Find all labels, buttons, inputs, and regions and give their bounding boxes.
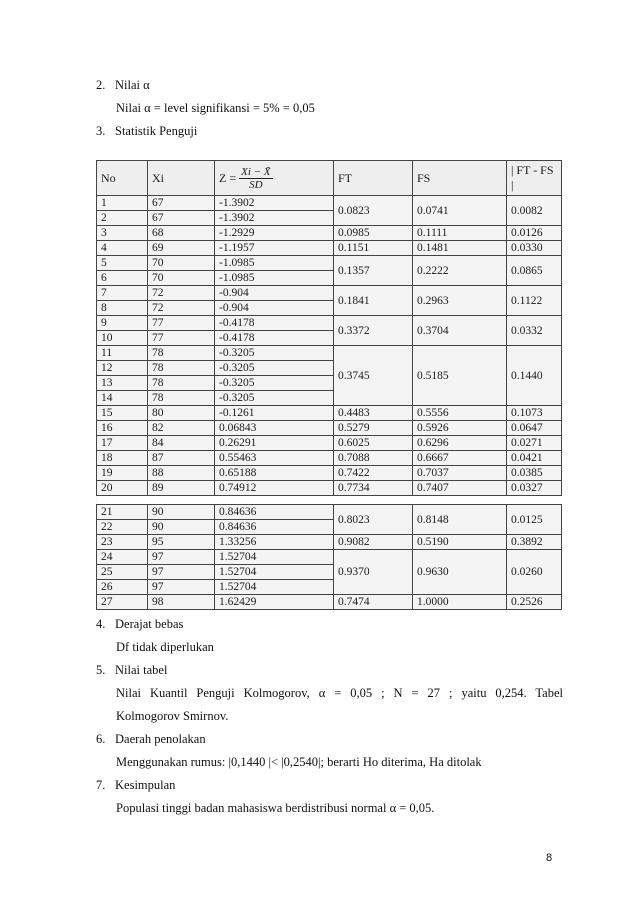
cell-xi: 70 [148,256,215,271]
table-row [97,451,562,466]
table-row [97,196,562,211]
cell-z: -1.2929 [215,226,334,241]
cell-z: 0.84636 [215,520,334,535]
cell-z: -0.3205 [215,391,334,406]
cell-z: -1.0985 [215,256,334,271]
table-header-row [97,161,562,196]
cell-xi: 97 [148,580,215,595]
cell-ft: 0.0985 [334,226,413,241]
header-z-label: Z = [219,170,237,185]
header-diff: | FT - FS | [507,161,562,196]
item-detail: Df tidak diperlukan [116,640,214,654]
cell-xi: 77 [148,316,215,331]
cell-z: 1.33256 [215,535,334,550]
cell-no: 22 [97,520,148,535]
cell-diff: 0.0330 [507,241,562,256]
cell-diff: 0.1440 [507,346,562,406]
cell-xi: 67 [148,211,215,226]
cell-no: 10 [97,331,148,346]
item-heading: Nilai α [115,78,150,92]
cell-ft: 0.4483 [334,406,413,421]
cell-diff: 0.0332 [507,316,562,346]
cell-xi: 87 [148,451,215,466]
table-row [97,481,562,496]
cell-fs: 0.6296 [413,436,507,451]
cell-fs: 0.2963 [413,286,507,316]
cell-no: 7 [97,286,148,301]
cell-z: 1.62429 [215,595,334,610]
cell-fs: 0.3704 [413,316,507,346]
cell-z: -0.904 [215,286,334,301]
kolmogorov-table [96,160,562,610]
cell-xi: 77 [148,331,215,346]
cell-no: 14 [97,391,148,406]
cell-no: 4 [97,241,148,256]
cell-z: -0.3205 [215,346,334,361]
cell-xi: 84 [148,436,215,451]
cell-diff: 0.0421 [507,451,562,466]
cell-diff: 0.0385 [507,466,562,481]
cell-xi: 78 [148,391,215,406]
table-row [97,346,562,361]
cell-z: -0.1261 [215,406,334,421]
item-heading: Nilai tabel [115,663,168,677]
cell-diff: 0.0260 [507,550,562,595]
cell-diff: 0.0865 [507,256,562,286]
cell-diff: 0.0271 [507,436,562,451]
header-z-denominator: SD [249,178,263,191]
table-row [97,256,562,271]
cell-diff: 0.0082 [507,196,562,226]
table-page-break [97,496,562,505]
item-detail: Populasi tinggi badan mahasiswa berdistribusi normal α = 0,05. [116,801,435,815]
cell-z: -1.3902 [215,196,334,211]
cell-z: 0.74912 [215,481,334,496]
cell-diff: 0.1122 [507,286,562,316]
cell-fs: 0.5190 [413,535,507,550]
cell-no: 17 [97,436,148,451]
cell-xi: 67 [148,196,215,211]
cell-diff: 0.0327 [507,481,562,496]
item-detail-line1: Nilai Kuantil Penguji Kolmogorov, α = 0,05 ; N = 27 ; yaitu 0,254. Tabel [116,686,563,700]
table-row [97,421,562,436]
item-detail: Nilai α = level signifikansi = 5% = 0,05 [116,101,315,115]
cell-ft: 0.1357 [334,256,413,286]
cell-fs: 0.7037 [413,466,507,481]
header-no: No [97,161,148,196]
cell-ft: 0.0823 [334,196,413,226]
cell-ft: 0.1841 [334,286,413,316]
cell-ft: 0.1151 [334,241,413,256]
table-row [97,316,562,331]
cell-z: -1.1957 [215,241,334,256]
cell-z: 0.06843 [215,421,334,436]
cell-xi: 72 [148,286,215,301]
cell-xi: 78 [148,361,215,376]
cell-no: 27 [97,595,148,610]
cell-xi: 80 [148,406,215,421]
table-row [97,595,562,610]
cell-no: 13 [97,376,148,391]
table-row [97,436,562,451]
cell-diff: 0.0647 [507,421,562,436]
item-number: 7. [96,778,106,792]
kolmogorov-table-image [96,160,562,610]
item-number: 6. [96,732,106,746]
item-number: 2. [96,78,106,92]
cell-xi: 88 [148,466,215,481]
cell-xi: 97 [148,565,215,580]
cell-fs: 0.1481 [413,241,507,256]
cell-no: 26 [97,580,148,595]
header-fs: FS [413,161,507,196]
item-detail: Menggunakan rumus: |0,1440 |< |0,2540|; berarti Ho diterima, Ha ditolak [116,755,482,769]
cell-z: -0.3205 [215,361,334,376]
cell-no: 9 [97,316,148,331]
cell-fs: 0.2222 [413,256,507,286]
cell-z: 0.26291 [215,436,334,451]
cell-no: 20 [97,481,148,496]
cell-ft: 0.7474 [334,595,413,610]
cell-diff: 0.1073 [507,406,562,421]
cell-ft: 0.3745 [334,346,413,406]
cell-xi: 78 [148,376,215,391]
cell-no: 8 [97,301,148,316]
item-heading: Kesimpulan [115,778,176,792]
item-heading: Statistik Penguji [115,124,198,138]
cell-no: 15 [97,406,148,421]
cell-no: 19 [97,466,148,481]
cell-ft: 0.8023 [334,505,413,535]
cell-fs: 0.0741 [413,196,507,226]
cell-fs: 0.8148 [413,505,507,535]
cell-diff: 0.2526 [507,595,562,610]
cell-xi: 90 [148,505,215,520]
cell-fs: 0.7407 [413,481,507,496]
table-row [97,241,562,256]
cell-z: 0.84636 [215,505,334,520]
cell-z: -0.4178 [215,331,334,346]
item-heading: Derajat bebas [115,617,184,631]
item-detail-line2: Kolmogorov Smirnov. [116,709,229,723]
item-heading: Daerah penolakan [115,732,206,746]
cell-ft: 0.6025 [334,436,413,451]
cell-diff: 0.3892 [507,535,562,550]
cell-xi: 69 [148,241,215,256]
cell-no: 12 [97,361,148,376]
cell-z: 1.52704 [215,580,334,595]
cell-no: 1 [97,196,148,211]
item-number: 4. [96,617,106,631]
item-number: 5. [96,663,106,677]
cell-ft: 0.9082 [334,535,413,550]
cell-fs: 1.0000 [413,595,507,610]
cell-fs: 0.5185 [413,346,507,406]
cell-z: -1.0985 [215,271,334,286]
table-row [97,286,562,301]
cell-xi: 82 [148,421,215,436]
cell-xi: 97 [148,550,215,565]
cell-diff: 0.0125 [507,505,562,535]
cell-xi: 95 [148,535,215,550]
cell-z: 1.52704 [215,565,334,580]
cell-no: 11 [97,346,148,361]
cell-xi: 70 [148,271,215,286]
header-ft: FT [334,161,413,196]
cell-diff: 0.0126 [507,226,562,241]
cell-ft: 0.3372 [334,316,413,346]
cell-z: 1.52704 [215,550,334,565]
cell-no: 21 [97,505,148,520]
cell-ft: 0.5279 [334,421,413,436]
header-xi: Xi [148,161,215,196]
cell-no: 16 [97,421,148,436]
cell-z: -1.3902 [215,211,334,226]
table-row [97,505,562,520]
header-z-numerator: Xi − X̄ [241,165,271,178]
cell-no: 6 [97,271,148,286]
cell-z: -0.3205 [215,376,334,391]
cell-z: 0.65188 [215,466,334,481]
table-row [97,535,562,550]
cell-xi: 68 [148,226,215,241]
cell-z: -0.904 [215,301,334,316]
cell-ft: 0.7088 [334,451,413,466]
cell-xi: 78 [148,346,215,361]
cell-no: 24 [97,550,148,565]
cell-fs: 0.5556 [413,406,507,421]
cell-no: 25 [97,565,148,580]
table-row [97,226,562,241]
cell-xi: 72 [148,301,215,316]
cell-no: 5 [97,256,148,271]
item-number: 3. [96,124,106,138]
table-row [97,406,562,421]
table-row [97,466,562,481]
cell-xi: 89 [148,481,215,496]
cell-fs: 0.9630 [413,550,507,595]
cell-fs: 0.5926 [413,421,507,436]
page-number: 8 [546,852,553,864]
cell-no: 18 [97,451,148,466]
cell-no: 3 [97,226,148,241]
cell-z: 0.55463 [215,451,334,466]
cell-z: -0.4178 [215,316,334,331]
cell-fs: 0.6667 [413,451,507,466]
cell-no: 2 [97,211,148,226]
cell-fs: 0.1111 [413,226,507,241]
cell-ft: 0.7422 [334,466,413,481]
cell-xi: 90 [148,520,215,535]
cell-no: 23 [97,535,148,550]
cell-ft: 0.9370 [334,550,413,595]
cell-xi: 98 [148,595,215,610]
header-z [215,161,334,196]
table-row [97,550,562,565]
cell-ft: 0.7734 [334,481,413,496]
